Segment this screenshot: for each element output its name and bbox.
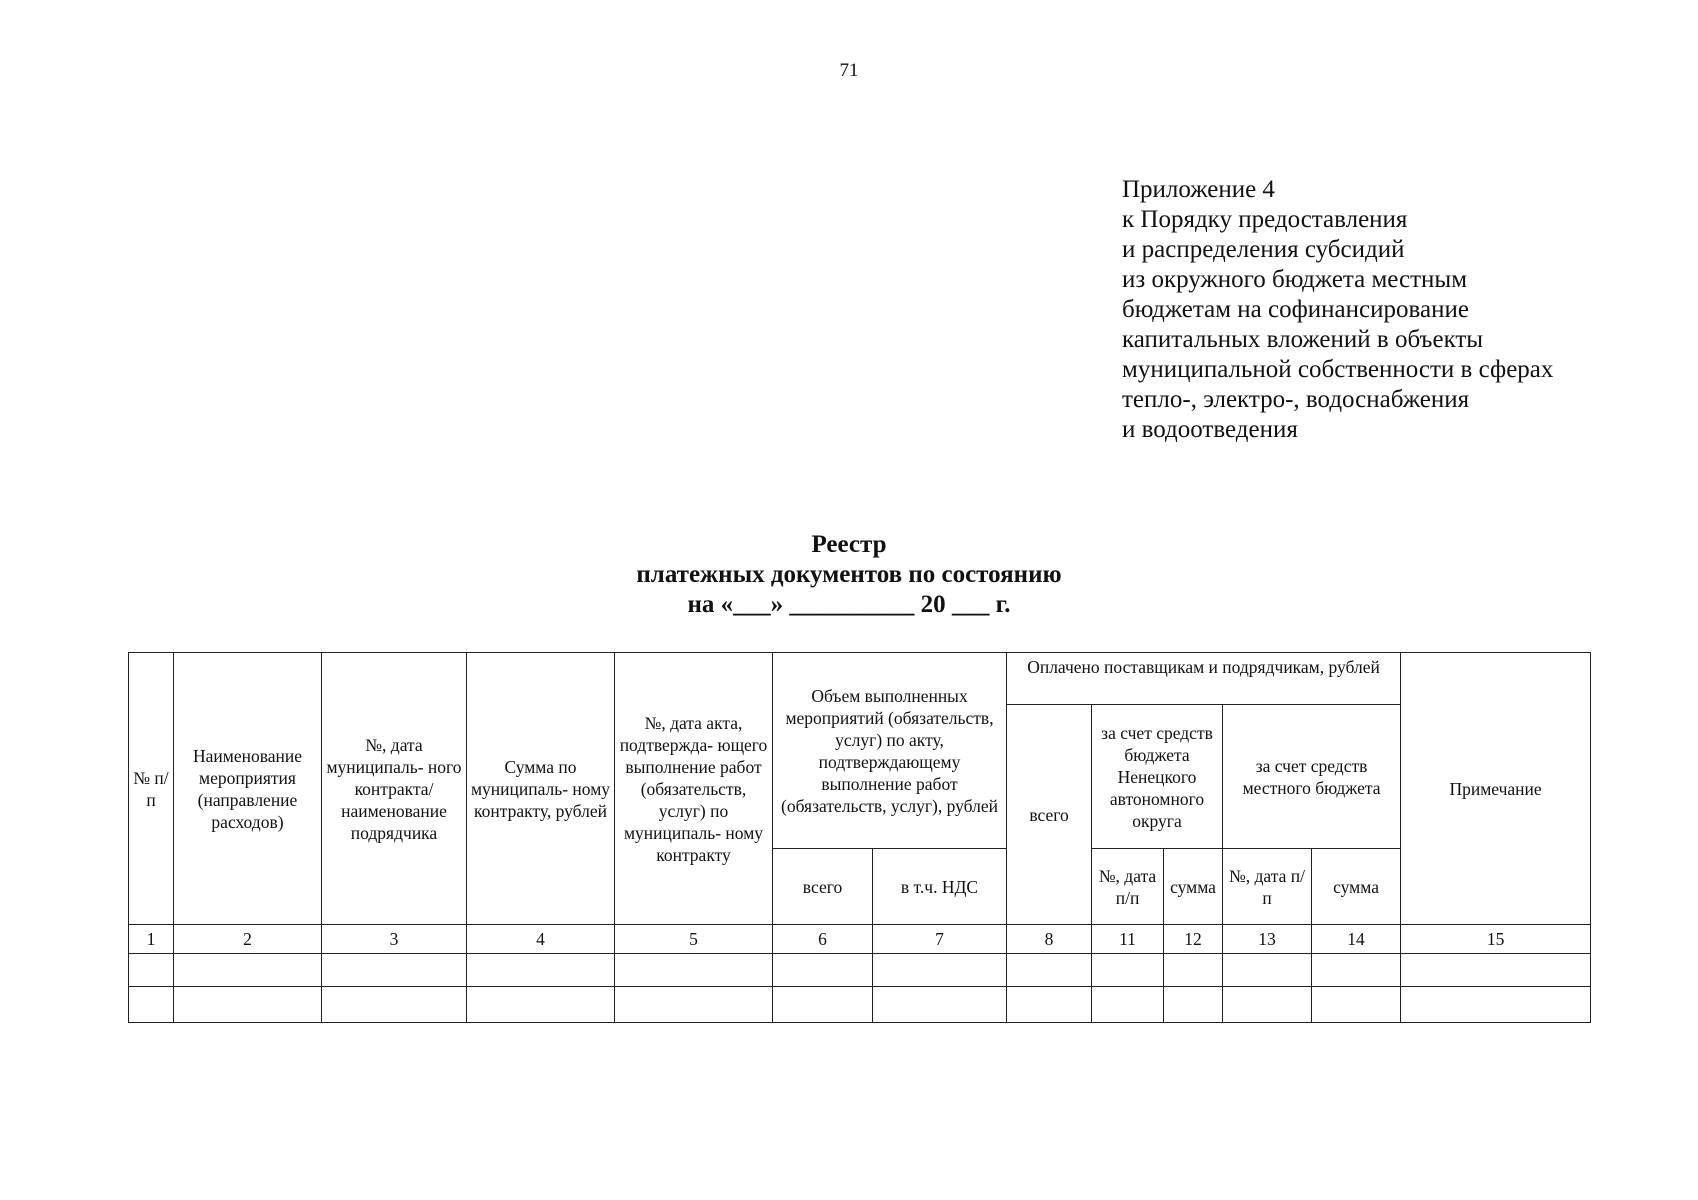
- header-paid-local: за счет средств местного бюджета: [1223, 705, 1401, 849]
- column-number: 13: [1223, 925, 1312, 954]
- title-line-3: на «___» __________ 20 ___ г.: [687, 591, 1011, 618]
- table-row: [129, 954, 1591, 987]
- column-number: 3: [322, 925, 467, 954]
- column-number: 15: [1401, 925, 1591, 954]
- column-number: 12: [1164, 925, 1223, 954]
- column-number-row: [129, 925, 1591, 954]
- header-paid-nao-sum: сумма: [1164, 849, 1223, 925]
- header-contract-sum: Сумма по муниципаль- ному контракту, рублей: [467, 653, 615, 925]
- table-cell: [1007, 954, 1092, 987]
- table-row: [129, 987, 1591, 1023]
- table-cell: [1223, 987, 1312, 1023]
- column-number: 8: [1007, 925, 1092, 954]
- header-paid-nao-doc: №, дата п/п: [1092, 849, 1164, 925]
- header-volume-total: всего: [773, 849, 873, 925]
- header-paid-local-doc: №, дата п/п: [1223, 849, 1312, 925]
- header-volume-vat: в т.ч. НДС: [873, 849, 1007, 925]
- table-cell: [129, 987, 174, 1023]
- header-paid-local-sum: сумма: [1312, 849, 1401, 925]
- document-title: [0, 530, 1698, 620]
- appendix-line: и водоотведения: [1122, 416, 1298, 443]
- table-cell: [873, 954, 1007, 987]
- column-number: 1: [129, 925, 174, 954]
- table-cell: [873, 987, 1007, 1023]
- table-cell: [1312, 987, 1401, 1023]
- table-cell: [1401, 987, 1591, 1023]
- table-cell: [1401, 954, 1591, 987]
- table-cell: [615, 987, 773, 1023]
- table-cell: [1092, 987, 1164, 1023]
- title-line-1: Реестр: [811, 531, 887, 558]
- table-cell: [773, 987, 873, 1023]
- header-act: №, дата акта, подтвержда- ющего выполнение работ (обязательств, услуг) по муниципаль- ному контракту: [615, 653, 773, 925]
- appendix-line: из окружного бюджета местным: [1122, 266, 1468, 293]
- appendix-line: бюджетам на софинансирование: [1122, 296, 1469, 323]
- table-cell: [1164, 954, 1223, 987]
- table-cell: [773, 954, 873, 987]
- table-cell: [467, 987, 615, 1023]
- header-paid: Оплачено поставщикам и подрядчикам, рублей: [1007, 653, 1401, 705]
- appendix-line: тепло-, электро-, водоснабжения: [1122, 386, 1470, 413]
- table-cell: [467, 954, 615, 987]
- header-paid-nao: за счет средств бюджета Ненецкого автономного округа: [1092, 705, 1223, 849]
- appendix-line: Приложение 4: [1122, 176, 1275, 203]
- table-cell: [1164, 987, 1223, 1023]
- header-name: Наименование мероприятия (направление расходов): [174, 653, 322, 925]
- header-volume: Объем выполненных мероприятий (обязательств, услуг) по акту, подтверждающему выполнение работ (обязательств, услуг), рублей: [773, 653, 1007, 849]
- column-number: 4: [467, 925, 615, 954]
- header-num: № п/п: [129, 653, 174, 925]
- column-number: 5: [615, 925, 773, 954]
- appendix-line: муниципальной собственности в сферах: [1122, 356, 1554, 383]
- table-cell: [1223, 954, 1312, 987]
- column-number: 14: [1312, 925, 1401, 954]
- column-number: 6: [773, 925, 873, 954]
- table-cell: [322, 954, 467, 987]
- table-cell: [1312, 954, 1401, 987]
- column-number: 2: [174, 925, 322, 954]
- table-cell: [1092, 954, 1164, 987]
- table-cell: [129, 954, 174, 987]
- table-cell: [322, 987, 467, 1023]
- appendix-line: к Порядку предоставления: [1122, 206, 1408, 233]
- registry-table: [128, 652, 1591, 1023]
- header-note: Примечание: [1401, 653, 1591, 925]
- table-cell: [174, 987, 322, 1023]
- page-number: 71: [839, 60, 859, 81]
- table-cell: [615, 954, 773, 987]
- table-cell: [1007, 987, 1092, 1023]
- column-number: 7: [873, 925, 1007, 954]
- title-line-2: платежных документов по состоянию: [636, 561, 1062, 588]
- appendix-line: капитальных вложений в объекты: [1122, 326, 1484, 353]
- appendix-block: [1122, 175, 1553, 445]
- header-contract: №, дата муниципаль- ного контракта/ наименование подрядчика: [322, 653, 467, 925]
- table-cell: [174, 954, 322, 987]
- column-number: 11: [1092, 925, 1164, 954]
- appendix-line: и распределения субсидий: [1122, 236, 1405, 263]
- header-paid-total: всего: [1007, 705, 1092, 925]
